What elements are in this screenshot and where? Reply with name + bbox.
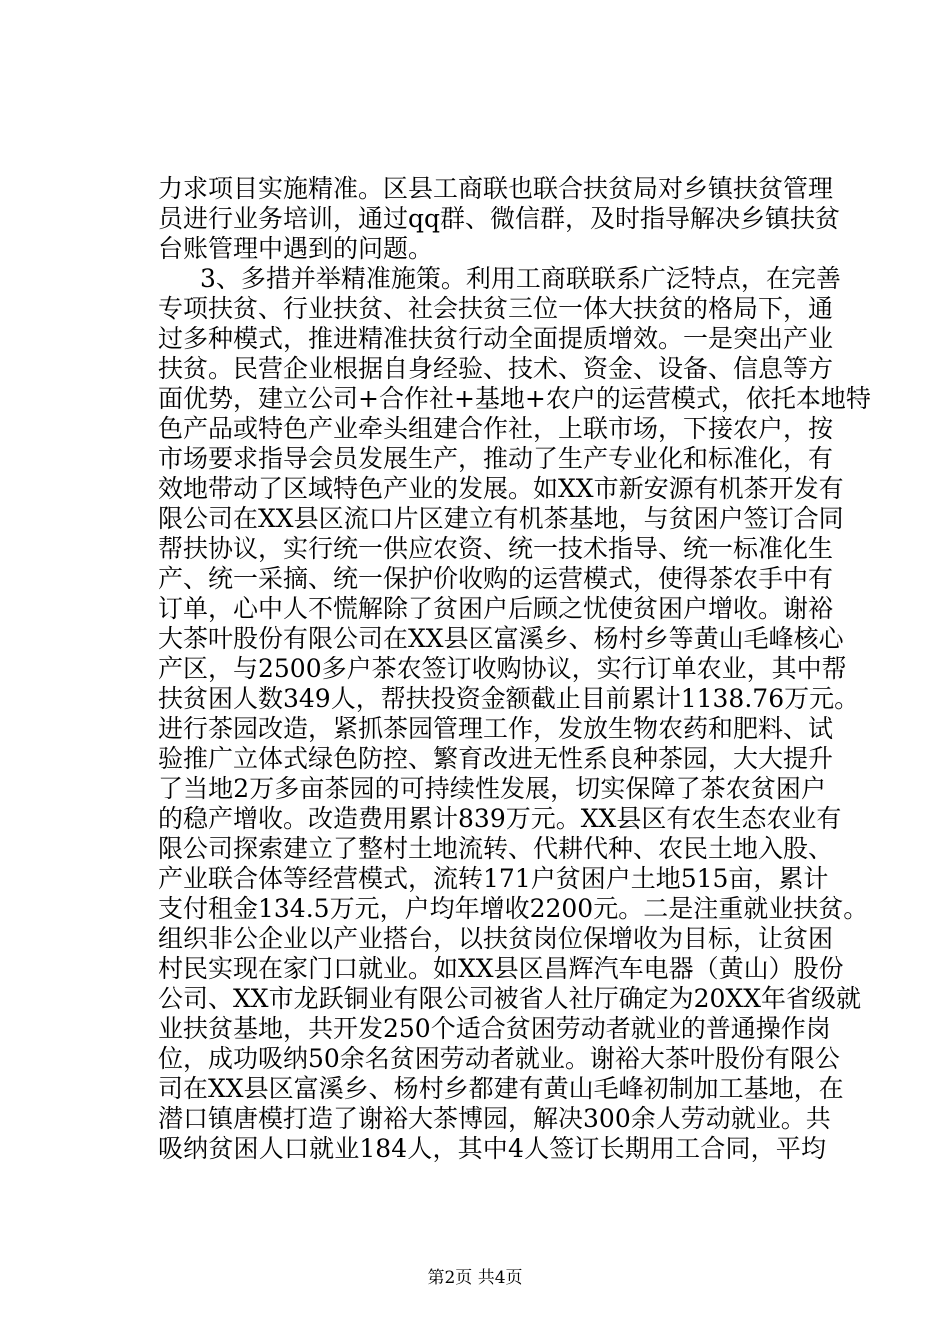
text-line: 色产品或特色产业牵头组建合作社，上联市场，下接农户，按 [158, 414, 834, 443]
text-line: 台账管理中遇到的问题。 [158, 234, 434, 263]
text-line: 3、多措并举精准施策。利用工商联联系广泛特点，在完善 [200, 264, 841, 293]
text-line: 潜口镇唐模打造了谢裕大茶博园，解决300余人劳动就业。共 [158, 1104, 831, 1133]
text-line: 的稳产增收。改造费用累计839万元。XX县区有农生态农业有 [158, 804, 842, 833]
text-line: 村民实现在家门口就业。如XX县区昌辉汽车电器（黄山）股份 [158, 954, 844, 983]
text-line: 力求项目实施精准。区县工商联也联合扶贫局对乡镇扶贫管理 [158, 174, 834, 203]
text-line: 扶贫困人数349人，帮扶投资金额截止目前累计1138.76万元。 [158, 684, 860, 713]
page-number-footer: 第2页 共4页 [427, 1268, 523, 1288]
text-line: 专项扶贫、行业扶贫、社会扶贫三位一体大扶贫的格局下，通 [158, 294, 834, 323]
text-line: 组织非公企业以产业搭台，以扶贫岗位保增收为目标，让贫困 [158, 924, 834, 953]
text-line: 过多种模式，推进精准扶贫行动全面提质增效。一是突出产业 [158, 324, 834, 353]
text-line: 市场要求指导会员发展生产，推动了生产专业化和标准化，有 [158, 444, 834, 473]
text-line: 订单，心中人不慌解除了贫困户后顾之忧使贫困户增收。谢裕 [158, 594, 834, 623]
text-line: 产业联合体等经营模式，流转171户贫困户土地515亩，累计 [158, 864, 829, 893]
text-line: 面优势，建立公司+合作社+基地+农户的运营模式，依托本地特 [158, 384, 871, 413]
text-line: 业扶贫基地，共开发250个适合贫困劳动者就业的普通操作岗 [158, 1014, 831, 1043]
text-line: 限公司在XX县区流口片区建立有机茶基地，与贫困户签订合同 [158, 504, 844, 533]
text-line: 吸纳贫困人口就业184人，其中4人签订长期用工合同，平均 [158, 1134, 826, 1163]
text-line: 产区，与2500多户茶农签订收购协议，实行订单农业，其中帮 [158, 654, 847, 683]
text-line: 位，成功吸纳50余名贫困劳动者就业。谢裕大茶叶股份有限公 [158, 1044, 840, 1073]
text-line: 司在XX县区富溪乡、杨村乡都建有黄山毛峰初制加工基地，在 [158, 1074, 844, 1103]
text-line: 了当地2万多亩茶园的可持续性发展，切实保障了茶农贫困户 [158, 774, 826, 803]
text-line: 帮扶协议，实行统一供应农资、统一技术指导、统一标准化生 [158, 534, 834, 563]
text-line: 效地带动了区域特色产业的发展。如XX市新安源有机茶开发有 [158, 474, 844, 503]
text-line: 大茶叶股份有限公司在XX县区富溪乡、杨村乡等黄山毛峰核心 [158, 624, 844, 653]
text-line: 扶贫。民营企业根据自身经验、技术、资金、设备、信息等方 [158, 354, 834, 383]
document-body [158, 174, 871, 1164]
text-line: 公司、XX市龙跃铜业有限公司被省人社厅确定为20XX年省级就 [158, 984, 862, 1013]
text-line: 验推广立体式绿色防控、繁育改进无性系良种茶园，大大提升 [158, 744, 834, 773]
text-line: 进行茶园改造，紧抓茶园管理工作，发放生物农药和肥料、试 [158, 714, 834, 743]
text-line: 产、统一采摘、统一保护价收购的运营模式，使得茶农手中有 [158, 564, 834, 593]
text-line: 限公司探索建立了整村土地流转、代耕代种、农民土地入股、 [158, 834, 834, 863]
text-line: 支付租金134.5万元，户均年增收2200元。二是注重就业扶贫。 [158, 894, 869, 923]
text-line: 员进行业务培训，通过qq群、微信群，及时指导解决乡镇扶贫 [158, 204, 841, 233]
